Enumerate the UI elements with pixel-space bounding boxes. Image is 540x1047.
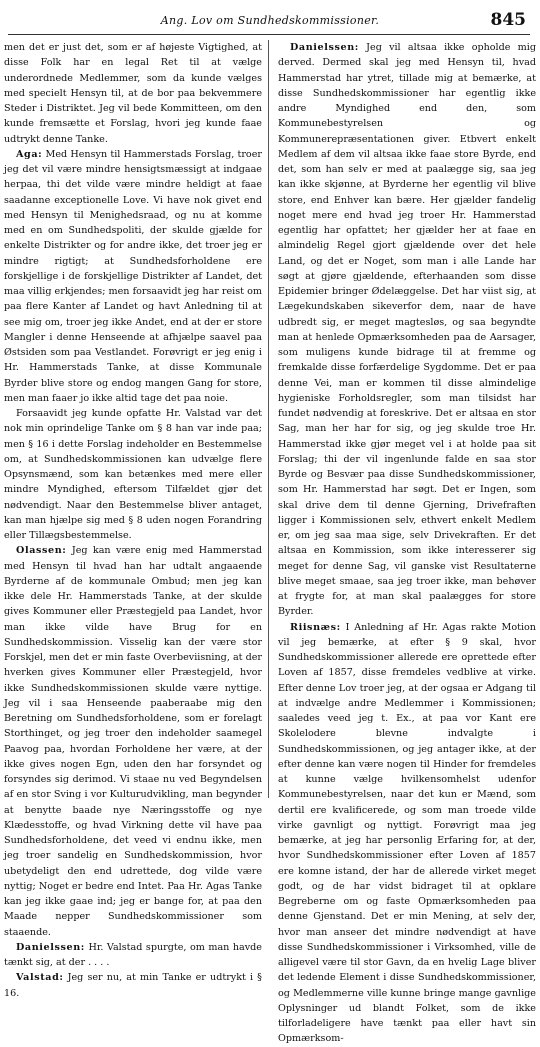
- speech-danielssen: [278, 40, 536, 620]
- speech-text: Hr. Valstad spurgte, om man havde tænkt sig, at der . . . .: [4, 941, 262, 968]
- speaker-name: Danielssen:: [290, 42, 359, 53]
- speech-riisnaes: [278, 620, 536, 1047]
- speaker-name: Riisnæs:: [290, 621, 341, 633]
- speech-danielssen-question: [4, 940, 262, 971]
- running-title: Ang. Lov om Sundhedskommissioner.: [160, 14, 380, 27]
- speech-text: Jeg vil altsaa ikke opholde mig derved. Dermed skal jeg med Hensyn til, hvad Hammerstad har ytret, tillade mig at bemærke, at disse Sundhedskommissioner har egentlig ikke andre Myndighed end den, som Kommunebestyrelsen og Kommunerepræsentationen giver. Etbvert enkelt Medlem af dem vil altsaa ikke faae store Byrde, end det, som han selv er med at paalægge sig, saa jeg kan ikke skjønne, at Byrderne her egentlig vil blive store, end Enhver kan bære. Her gjælder fandelig noget mere end hvad jeg troer Hr. Hammerstad egentlig har opfattet; her gjælder her at faae en almindelig Regel gjort gjældende over det hele Land, og det er Noget, som man i alle Lande har søgt at gjøre gjældende, efterhaanden som disse Epidemier bringer Ødelæggelse. Det har viist sig, at Lægekundskaben sikeverfor dem, naar de have udbredt sig, er meget magtesløs, og saa begyndte man at henlede Opmærksomheden paa de Aarsager, som muligens kunde bidrage til at fremme og fremkalde disse forfærdelige Sygdomme. Det er paa denne Vei, man er kommen til disse almindelige hygieniske Forholdsregler, som man tilsidst har fundet nødvendig at foreskrive. Det er altsaa en stor Sag, man her har for sig, og jeg skulde troe Hr. Hammerstad ikke gjør meget vel i at holde paa sit Forslag; thi der vil ingenlunde falde en saa stor Byrde og Besvær paa disse Sundhedskommissioner, som Hr. Hammerstad har søgt. Det er Ingen, som skal drive dem til denne Gjerning, Drivefraften ligger i Kommissionen selv, ethvert enkelt Medlem er, om jeg saa maa sige, selv Drivekraften. Er det altsaa en Kommission, som ikke interesserer sig meget for denne Sag, vil ganske vist Resultaterne blive meget smaae, saa jeg troer ikke, man behøver at frygte for, at man skal paalægges for store Byrder.: [278, 42, 536, 618]
- speech-valstad: [4, 970, 262, 1001]
- speech-aga: [4, 147, 262, 406]
- speech-text: Jeg kan være enig med Hammerstad med Hensyn til hvad han har udtalt angaaende Byrderne af de kommunale Ombud; men jeg kan ikke dele Hr. Hammerstads Tanke, at der skulde gives Kommuner eller Præstegjeld paa Landet, hvor man ikke vilde have Brug for en Sundhedskommission. Visselig kan der være stor Forskjel, men det er min faste Overbeviisning, at der hverken gives Kommuner eller Præstegjeld, hvor ikke Sundhedskommissionen skulde være nyttige. Jeg vil i saa Henseende paaberaabe mig den Beretning om Sundhedsforholdene, som er forelagt Storthinget, og jeg troer den indeholder saamegel Paavog paa, hvordan Forholdene her være, at der ikke gives nogen Egn, uden den har forsyndet og forsyndes sig derimod. Vi staae nu ved Begyndelsen af en stor Sving i vor Kulturudvikling, man begynder at benytte baade nye Næringsstoffe og nye Klædesstoffe, og hvad Virkning dette vil have paa Sundhedsforholdene, det veed vi endnu ikke, men jeg troer sandelig en Sundhedskommission, hvor ubetydeligt den end udrettede, dog vilde være nyttig; Noget er bedre end Intet. Paa Hr. Agas Tanke kan jeg ikke gaae ind; jeg er bange for, at paa den Maade nepper Sundhedskommissioner som staaende.: [4, 545, 262, 938]
- speaker-name: Aga:: [16, 148, 43, 160]
- speech-olassen: [4, 543, 262, 940]
- right-column: [278, 40, 536, 1045]
- left-column: [4, 40, 262, 999]
- paragraph: Forsaavidt jeg kunde opfatte Hr. Valstad var det nok min oprindelige Tanke om § 8 han var inde paa; men § 16 i dette Forslag indeholder en Bestemmelse om, at Sundhedskommissionen kan udvælge flere Opsynsmænd, som kan betænkes med mere eller mindre Myndighed, eftersom Tilfældet gjør det nødvendigt. Naar den Bestemmelse bliver antaget, kan man hjælpe sig med § 8 uden nogen Forandring eller Tillægsbestemmelse.: [4, 408, 262, 541]
- speaker-name: Valstad:: [16, 972, 64, 984]
- speech-text: Med Hensyn til Hammerstads Forslag, troer jeg det vil være mindre hensigtsmæssigt at indgaae herpaa, thi det vilde være mindre heldigt at faae saadanne exceptionelle Love. Vi have nok givet end med Hensyn til Menighedsraad, og nu at komme med en om Sundhedspoliti, der skulde gjælde for enkelte Distrikter og for andre ikke, det troer jeg er mindre rigtigt; at Sundhedsforholdene ere forskjellige i de forskjellige Distrikter af Landet, det maa villig erkjendes; men forsaavidt jeg har reist om paa flere Kanter af Landet og havt Anledning til at see mig om, troer jeg ikke Andet, end at der er store Mangler i denne Henseende at afhjælpe saavel paa Østsiden som paa Vestlandet. Forøvrigt er jeg enig i Hr. Hammerstads Tanke, at disse Kommunale Byrder blive store og endog mangen Gang for store, men man faaer jo ikke altid tage det paa noie.: [4, 148, 262, 404]
- speaker-name: Olassen:: [16, 545, 67, 557]
- speaker-name: Danielssen:: [16, 941, 85, 953]
- column-divider: [268, 40, 269, 798]
- page-header: [0, 0, 540, 40]
- paragraph: men det er just det, som er af højeste Vigtighed, at disse Folk har en legal Ret til at vælge underordnede Medlemmer, som da kunde vælges med specielt Hensyn til, at de bor paa bekvemmere Steder i Distriktet. Jeg vil bede Kommitteen, om den kunde fremsætte et Forslag, hvori jeg kunde faae udtrykt denne Tanke.: [4, 42, 262, 145]
- speech-text: I Anledning af Hr. Agas rakte Motion vil jeg bemærke, at efter § 9 skal, hvor Sundhedskommissioner allerede ere oprettede efter Loven af 1857, disse fremdeles vedblive at virke. Efter denne Lov troer jeg, at der ogsaa er Adgang til at indvælge andre Medlemmer i Kommissionen; saaledes veed jeg t. Ex., at paa vor Kant ere Skolelodere blevne indvalgte i Sundhedskommissionen, og jeg antager ikke, at der efter denne kan være nogen til Hinder for fremdeles at kunne vælge hvilkensomhelst udenfor Kommunebestyrelsen, naar det kun er Mænd, som dertil ere kvalificerede, og som man troede vilde virke gavnligt og nyttigt. Forøvrigt maa jeg bemærke, at jeg har personlig Erfaring for, at der, hvor Sundhedskommissioner efter Loven af 1857 ere komne istand, der har de allerede virket meget godt, og de har vidst bidraget til at opklare Begreberne om og faste Opmærksomheden paa denne Gjenstand. Det er min Mening, at selv der, hvor man anseer det mindre nødvendigt at have disse Sundhedskommissioner i Virksomhed, ville de alligevel være til stor Gavn, da en hvelig Lage bliver det ledende Element i disse Sundhedskommissioner, og Medlemmerne ville kunne bringe mange gavnlige Oplysninger ud blandt Folket, som de ikke tilforladeligere have tænkt paa eller havt sin Opmærksom-: [278, 621, 536, 1045]
- speech-text: Jeg ser nu, at min Tanke er udtrykt i § 16.: [4, 972, 262, 999]
- page-number: 845: [490, 10, 526, 30]
- header-rule: [8, 34, 530, 35]
